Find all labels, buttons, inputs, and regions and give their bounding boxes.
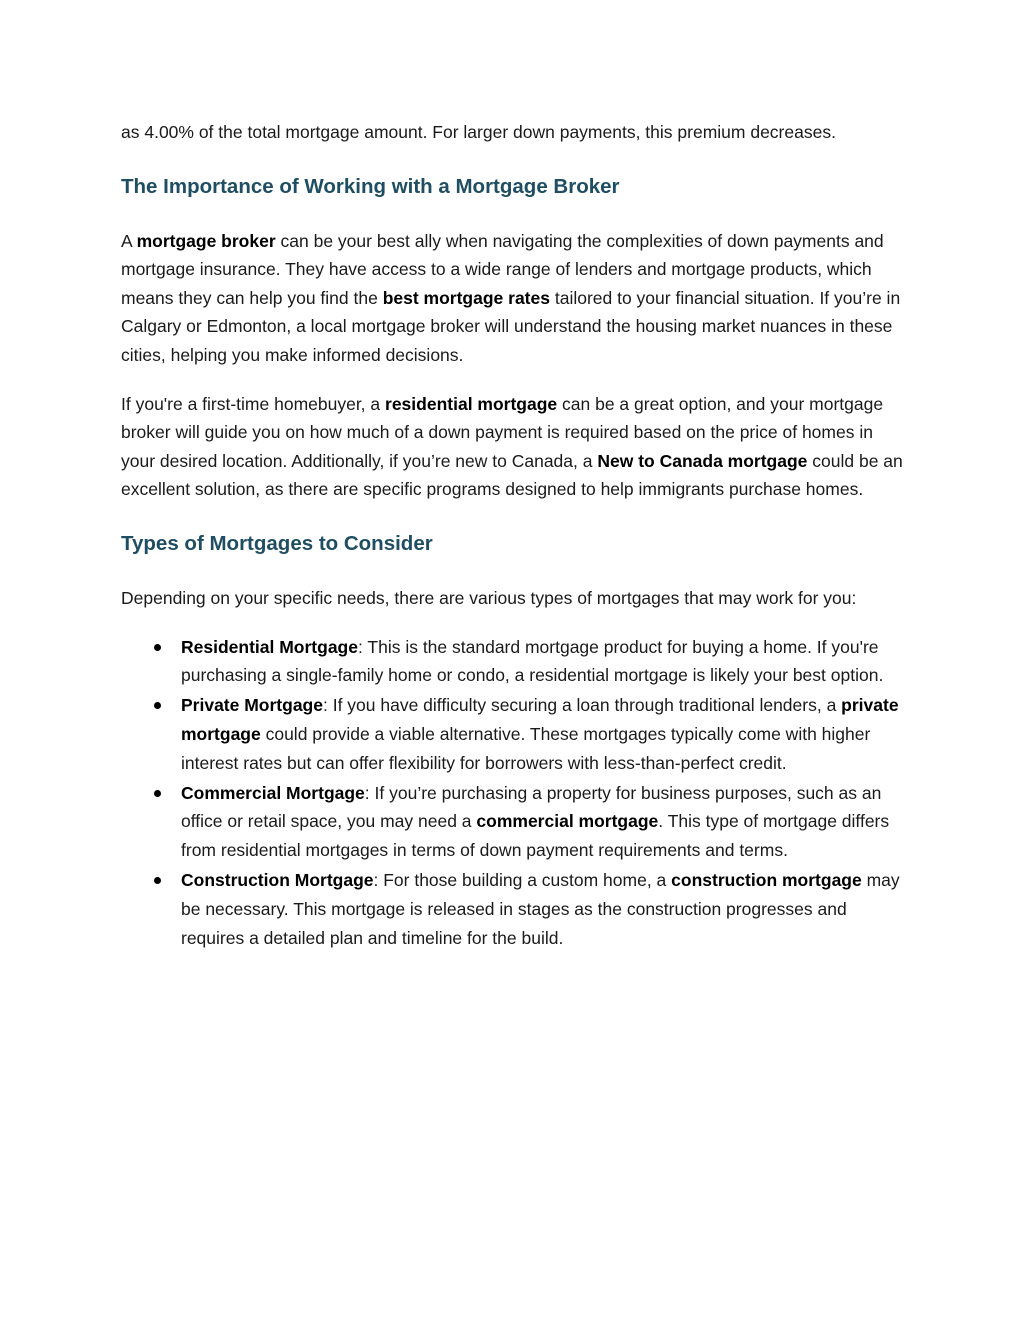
list-item-residential [121, 633, 911, 691]
bullet-icon [154, 790, 161, 797]
bullet-icon [154, 644, 161, 651]
text-run: tailored to your financial situation. If you’re in Calgary or Edmonton, a local mortgage broker will understand the housing market nuances in these cities, helping you make informed decisions. [121, 287, 901, 365]
bold-residential-mortgage: residential mortgage [385, 393, 558, 414]
list-item-private [121, 691, 911, 777]
broker-paragraph-2 [121, 390, 911, 504]
item-text: : This is the standard mortgage product for buying a home. If you're purchasing a single-family home or condo, a residential mortgage is likely your best option. [181, 636, 884, 686]
text-run: could be an excellent solution, as there are specific programs designed to help immigrants purchase homes. [121, 450, 903, 500]
text-run: can be your best ally when navigating the complexities of down payments and mortgage insurance. They have access to a wide range of lenders and mortgage products, which means they can help you find the [121, 230, 884, 308]
item-title: Construction Mortgage [181, 869, 374, 890]
list-item-construction [121, 866, 911, 952]
bold-best-mortgage-rates: best mortgage rates [382, 287, 550, 308]
item-text: : If you’re purchasing a property for business purposes, such as an office or retail space, you may need a [181, 782, 882, 832]
item-text: : For those building a custom home, a [373, 869, 672, 890]
item-text: : If you have difficulty securing a loan through traditional lenders, a [322, 695, 842, 716]
text-run: can be a great option, and your mortgage broker will guide you on how much of a down payment is required based on the price of homes in your desired location. Additionally, if you’re new to Canada, a [121, 393, 884, 471]
bold-private-mortgage: private mortgage [181, 695, 899, 744]
item-title: Private Mortgage [181, 695, 323, 716]
mortgage-types-list [121, 633, 911, 953]
item-title: Residential Mortgage [181, 636, 358, 657]
bold-commercial-mortgage: commercial mortgage [476, 811, 659, 832]
item-text: . This type of mortgage differs from residential mortgages in terms of down payment requirements and terms. [181, 811, 890, 861]
intro-paragraph: as 4.00% of the total mortgage amount. For larger down payments, this premium decreases. [121, 122, 836, 142]
bullet-icon [154, 877, 161, 884]
bold-construction-mortgage: construction mortgage [671, 869, 862, 890]
bold-new-to-canada-mortgage: New to Canada mortgage [597, 450, 808, 471]
item-title: Commercial Mortgage [181, 782, 365, 803]
broker-paragraph-1 [121, 227, 911, 370]
item-text: may be necessary. This mortgage is released in stages as the construction progresses and requires a detailed plan and timeline for the build. [181, 869, 900, 948]
types-intro-paragraph: Depending on your specific needs, there are various types of mortgages that may work for you: [121, 587, 857, 608]
bold-mortgage-broker: mortgage broker [136, 230, 276, 251]
bullet-icon [154, 702, 161, 709]
heading-mortgage-broker: The Importance of Working with a Mortgage Broker [121, 174, 620, 198]
item-text: could provide a viable alternative. These mortgages typically come with higher interest rates but can offer flexibility for borrowers with less-than-perfect credit. [181, 723, 871, 773]
heading-types-of-mortgages: Types of Mortgages to Consider [121, 531, 433, 555]
document-page [121, 118, 911, 953]
text-run: A [121, 230, 137, 251]
text-run: If you're a first-time homebuyer, a [121, 393, 386, 414]
list-item-commercial [121, 779, 911, 865]
